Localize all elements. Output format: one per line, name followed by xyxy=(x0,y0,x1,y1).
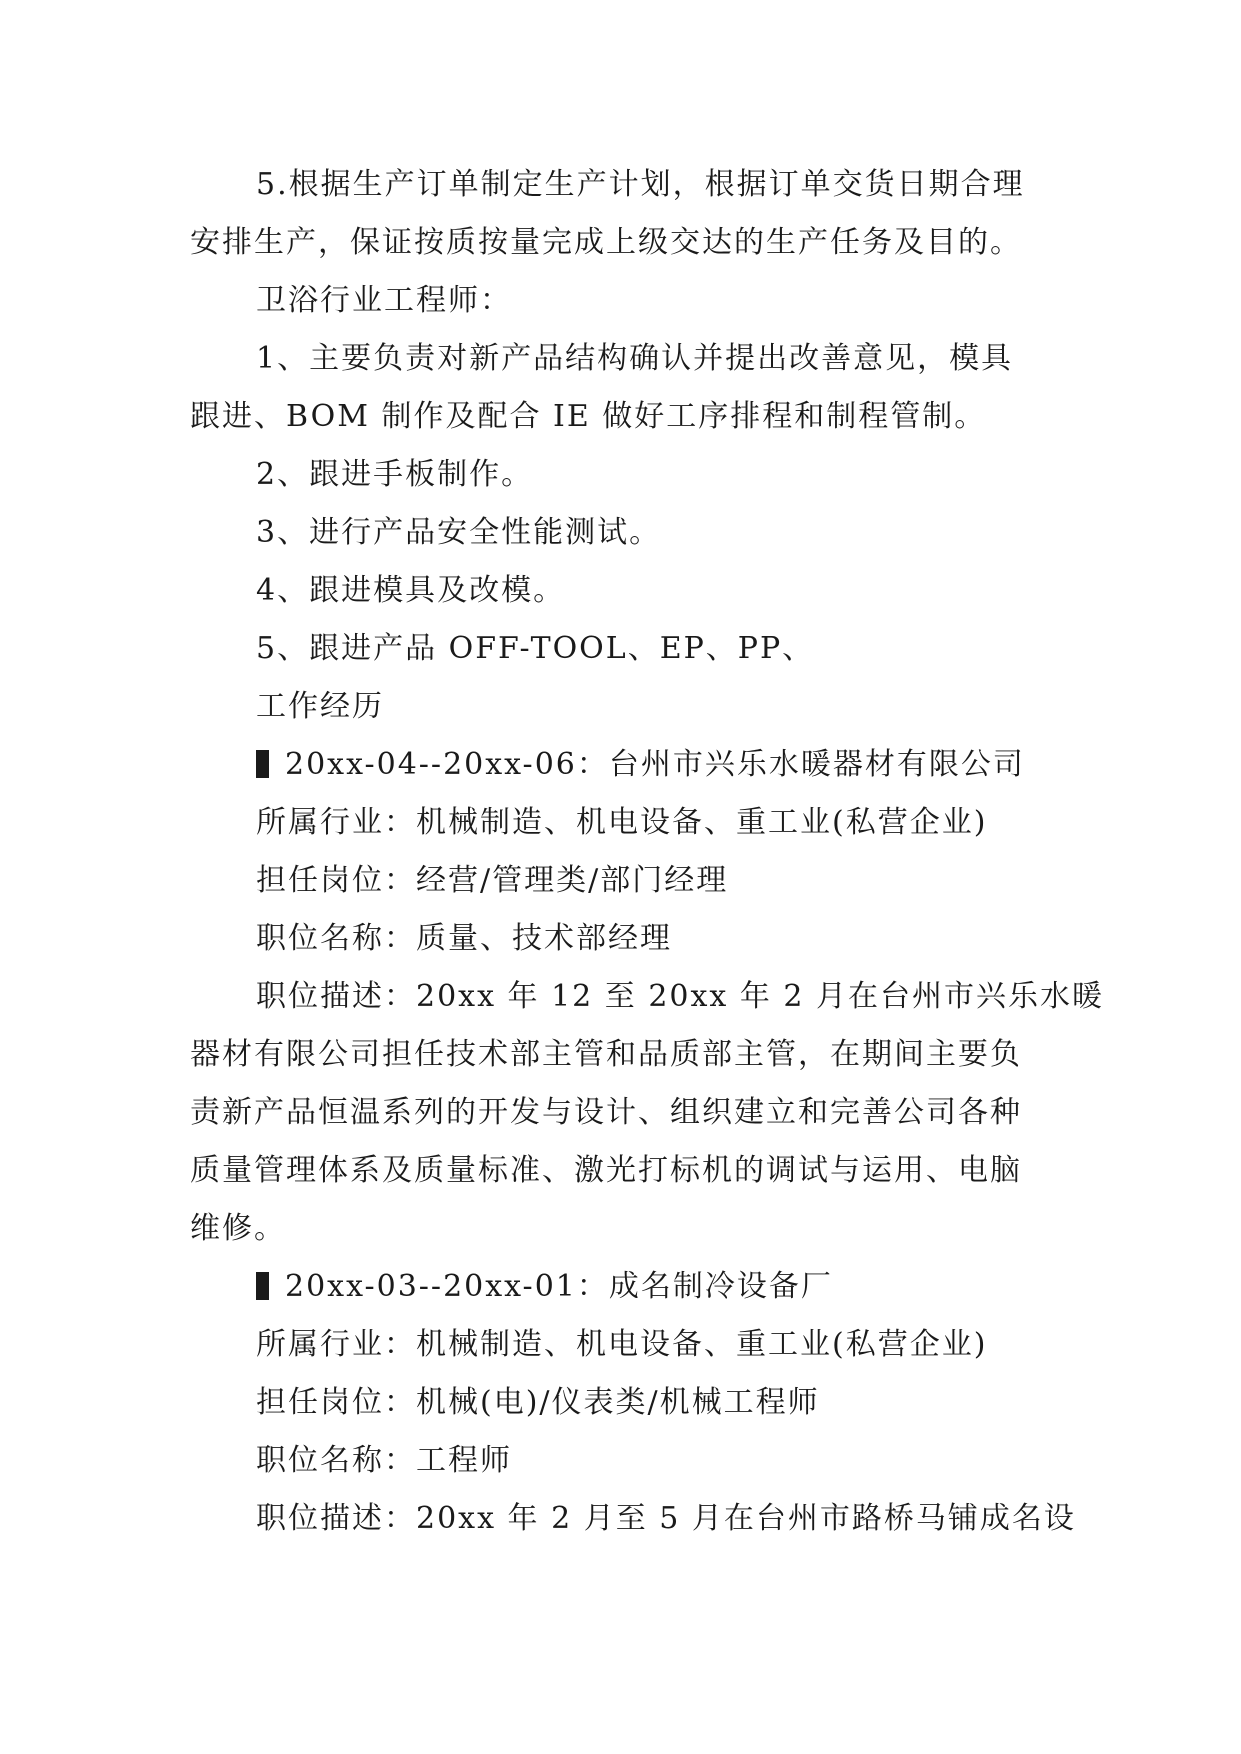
paragraph-line: 器材有限公司担任技术部主管和品质部主管，在期间主要负 xyxy=(190,1037,1022,1072)
paragraph-line: 职位名称：质量、技术部经理 xyxy=(256,921,672,956)
paragraph-line: 安排生产，保证按质按量完成上级交达的生产任务及目的。 xyxy=(190,225,1022,260)
paragraph-line: 维修。 xyxy=(190,1211,286,1246)
paragraph-line: 5.根据生产订单制定生产计划，根据订单交货日期合理 xyxy=(256,167,1025,202)
job-entry-title: 20xx-03--20xx-01：成名制冷设备厂 xyxy=(285,1269,833,1304)
paragraph-line: 职位描述：20xx 年 2 月至 5 月在台州市路桥马铺成名设 xyxy=(256,1501,1076,1536)
bullet-marker-icon xyxy=(256,750,269,778)
job-entry-heading xyxy=(256,1267,833,1307)
list-item: 5、跟进产品 OFF-TOOL、EP、PP、 xyxy=(256,631,815,666)
job-entry-heading xyxy=(256,745,1025,785)
paragraph-line: 1、主要负责对新产品结构确认并提出改善意见，模具 xyxy=(256,341,1014,376)
list-item: 2、跟进手板制作。 xyxy=(256,457,534,492)
paragraph-line: 职位名称：工程师 xyxy=(256,1443,512,1478)
paragraph-line: 跟进、BOM 制作及配合 IE 做好工序排程和制程管制。 xyxy=(190,399,987,434)
section-heading: 工作经历 xyxy=(256,689,384,724)
paragraph-line: 所属行业：机械制造、机电设备、重工业(私营企业) xyxy=(256,1327,988,1362)
paragraph-line: 职位描述：20xx 年 12 至 20xx 年 2 月在台州市兴乐水暖 xyxy=(256,979,1105,1014)
bullet-marker-icon xyxy=(256,1272,269,1300)
paragraph-line: 质量管理体系及质量标准、激光打标机的调试与运用、电脑 xyxy=(190,1153,1022,1188)
paragraph-line: 担任岗位：经营/管理类/部门经理 xyxy=(256,863,729,898)
paragraph-line: 担任岗位：机械(电)/仪表类/机械工程师 xyxy=(256,1385,820,1420)
section-heading: 卫浴行业工程师： xyxy=(256,283,512,318)
list-item: 3、进行产品安全性能测试。 xyxy=(256,515,662,550)
paragraph-line: 责新产品恒温系列的开发与设计、组织建立和完善公司各种 xyxy=(190,1095,1022,1130)
job-entry-title: 20xx-04--20xx-06：台州市兴乐水暖器材有限公司 xyxy=(285,747,1025,782)
paragraph-line: 所属行业：机械制造、机电设备、重工业(私营企业) xyxy=(256,805,988,840)
list-item: 4、跟进模具及改模。 xyxy=(256,573,566,608)
